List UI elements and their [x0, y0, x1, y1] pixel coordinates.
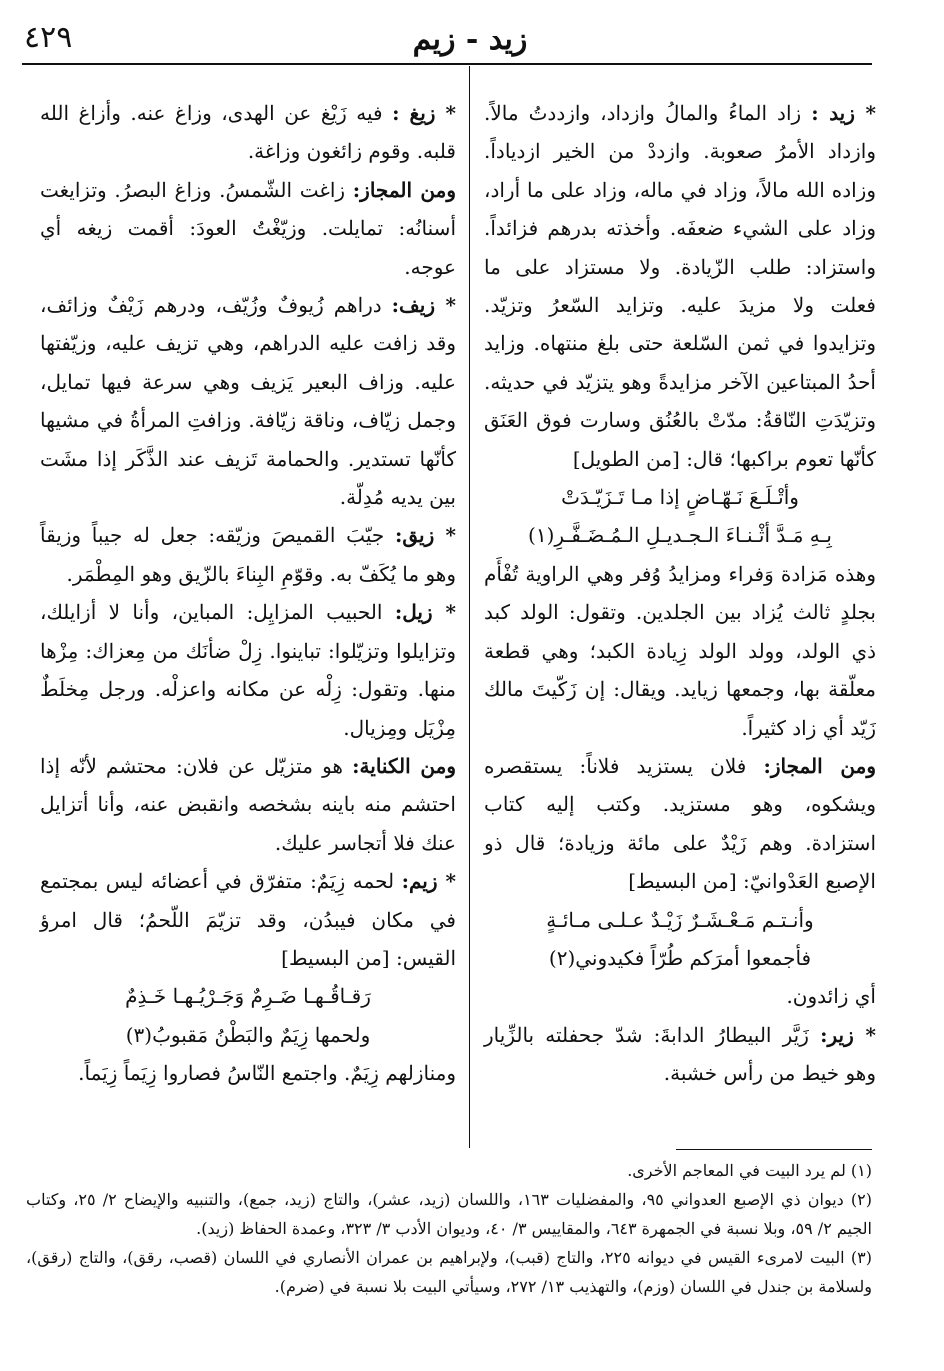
entry-text: أي زائدون.: [786, 984, 876, 1009]
dictionary-entry: [40, 516, 456, 593]
footnote: (٢) ديوان ذي الإصبع العدواني ٩٥، والمفضليات ١٦٣، واللسان (زيد، عشر)، والتاج (زيد، جمع)، والتنبيه والإيضاح ٢/ ٢٥، وكتاب الجيم ٢/ ٥٩، وبلا نسبة في الجمهرة ٦٤٣، والمقاييس ٣/ ٤٠، وديوان الأدب ٣/ ٣٢٣، وعمدة الحفاظ (زيد).: [26, 1190, 873, 1238]
footnote-rule: [676, 1149, 872, 1150]
entry-text: فيه زَيْغ عن الهدى، وزاغ عنه. وأزاغ الله قلبه. وقوم زائغون وزاغة.: [40, 101, 456, 164]
dictionary-entry: [484, 94, 876, 478]
entry-text: زاغت الشّمسُ. وزاغ البصرُ. وتزايغت أسنانُه: تمايلت. وزيّغْتُ العودَ: أقمت زيغه أي عوجه.: [40, 177, 456, 279]
verse-line: فأجمعوا أمرَكم طُرّاً فكيدوني(٢): [548, 945, 812, 970]
entry-text: لحمه زِيَمٌ: متفرّق في أعضائه ليس بمجتمع في مكان فيبدُن، وقد تزيّمَ اللّحمُ؛ قال امرؤ القيس: [من البسيط]: [40, 869, 456, 970]
entry-text: وهذه مَزادة وَفراء ومزايدُ وُفر وهي الراوية تُفْأَم بجلدٍ ثالث يُزاد بين الجلدين. وتقول: الولد كبد ذي الولد، وولد الولد زِيادة الكبد؛ وهي قطعة معلّقة بها، وجمعها زيايد. ويقال: إن زَكّيتَ مالك زَيّد أي زاد كثيراً.: [484, 561, 877, 740]
verse-line: ولحمها زِيَمٌ والبَطْنُ مَقبوبُ(٣): [125, 1022, 371, 1047]
footnote: (٣) البيت لامرىء القيس في ديوانه ٢٢٥، والتاج (قبب)، ولإبراهيم بن عمران الأنصاري في اللسان (قصب، رقق)، والتاج (رقق)، ولسلامة بن جندل في اللسان (وزم)، والتهذيب ١٣/ ٢٧٢، وسيأتي البيت بلا نسبة في (ضرم).: [26, 1248, 872, 1296]
entry-headword: * زيل:: [394, 600, 456, 625]
entry-headword: ومن الكناية:: [352, 753, 457, 778]
entry-text: زاد الماءُ والمالُ وازداد، وازددتُ مالاً. وازداد الأمرُ صعوبة. وازددْ من الخير ازدياداً. وزاده الله مالاً، وزاد في ماله، وزاد على ما أراد، وزاد على الشيء ضعفَه. وأخذته بدرهم فزائداً. واستزاد: طلب الزّيادة. ولا مستزاد على ما فعلت ولا مزيدَ عليه. وتزايد السّعرُ وتزيّد. وتزايدوا في ثمن السّلعة حتى بلغ منتهاه. وزايد أحدُ المبتاعين الآخر مزايدةً وهو يتزيّد في حديثه. وتزيّدَتِ النّاقةُ: مدّتْ بالعُنُق وسارت فوق العَنَق كأنّها تعوم براكبها؛ قال: [من الطويل]: [484, 101, 876, 471]
entry-headword: ومن المجاز:: [352, 177, 456, 202]
verse-line: وأتْـلَـعَ نَـهّـاضٍ إذا مـا تَـزَيّـدَتْ: [561, 485, 799, 510]
entry-text: دراهم زُيوفٌ وزُيّف، ودرهم زَيْفٌ وزائف، وقد زافت عليه الدراهم، وهي تزيف عليه، وزيّفتها عليه. وزاف البعير يَزيف وهي سرعة فيها تمايل، وجمل زيّاف، وناقة زيّافة. وزافتِ المرأةُ في مشيها كأنّها تستدير. والحمامة تَزيف عند الذَّكَر إذا مشَت بين يديه مُدِلّة.: [40, 293, 456, 510]
entry-text: الحبيب المزايِل: المباين، وأنا لا أزايلك، وتزايلوا وتزيّلوا: تباينوا. زِلْ ضأنَك من مِعزاك: مِزْها منها. وتقول: زِلْه عن مكانه واعزلْه. ورجل مِخلَطٌ مِزْيَل ومِزيال.: [40, 600, 456, 740]
entry-text: زَيَّر البيطارُ الدابةَ: شدّ جحفلته بالزِّيار وهو خيط من رأس خشبة.: [484, 1022, 876, 1086]
dictionary-entry: [40, 286, 456, 516]
header-rule: [22, 63, 872, 65]
verse-line: وأنـتـم مَـعْـشَـرٌ زَيْـدٌ عـلـى مـائـةٍ: [546, 907, 814, 932]
entry-headword: ومن المجاز:: [763, 753, 876, 778]
page-number: ٤٢٩: [24, 20, 73, 55]
entry-headword: * زير:: [820, 1022, 876, 1047]
entry-headword: * زيف:: [391, 293, 457, 318]
entry-headword: * زيم:: [401, 869, 457, 894]
entry-text: هو متزيّل عن فلان: محتشم لأنّه إذا احتشم منه باينه بشخصه وانقبض عنه، وأنا أتزايل عنك فلا أتجاسر عليك.: [40, 753, 456, 855]
entry-headword: * زيق:: [394, 523, 456, 548]
dictionary-entry: [484, 1016, 876, 1093]
footnote: (١) لم يرد البيت في المعاجم الأخرى.: [627, 1161, 872, 1180]
dictionary-entry: [40, 171, 456, 286]
right-column: [484, 94, 876, 1093]
entry-text: فلان يستزيد فلاناً: يستقصره ويشكوه، وهو مستزيد. وكتب إليه كتاب استزادة. وهم زَيْدٌ على مائة وزيادة؛ قال ذو الإصبع العَدْوانيّ: [من البسيط]: [484, 753, 876, 894]
entry-text: ومنازلهم زِيَمٌ. واجتمع النّاسُ فصاروا زِيَماً زِيَماً.: [78, 1061, 456, 1086]
dictionary-entry: [484, 747, 876, 901]
footnotes: [26, 1156, 872, 1301]
dictionary-entry: [40, 862, 456, 977]
page-header-title: زيد - زيم: [412, 22, 528, 57]
dictionary-entry: [484, 977, 876, 1015]
entry-text: جيّبَ القميصَ وزيّقه: جعل له جيباً وزيقاً وهو ما يُكَفّ به. وقوّمِ البِناءَ بالزّيق وهو المِطْمَر.: [40, 523, 456, 586]
dictionary-entry: [484, 555, 876, 747]
dictionary-entry: [40, 747, 456, 862]
left-column: [40, 94, 456, 1093]
entry-headword: * زيد :: [811, 101, 876, 125]
dictionary-entry: [40, 593, 456, 747]
entry-headword: * زيغ :: [392, 101, 456, 125]
verse-line: رَقـاقُـهـا ضَـرِمٌ وَجَـرْيُـهـا خَـذِمٌ: [125, 984, 371, 1009]
dictionary-entry: [40, 94, 456, 171]
verse-line: بِـهِ مَـدَّ أثْـنـاءَ الـجـديـلِ الـمُـضَـفَّـرِ(١): [528, 523, 832, 548]
column-divider: [469, 66, 470, 1148]
dictionary-entry: [40, 1054, 456, 1092]
